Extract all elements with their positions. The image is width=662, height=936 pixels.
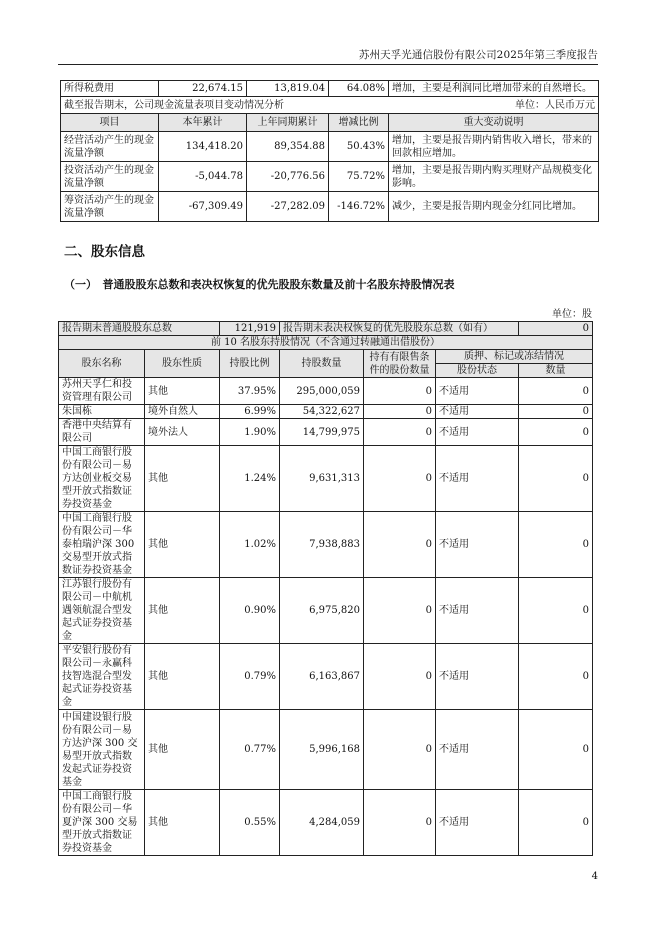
holder-name: 香港中央结算有限公司 (59, 419, 145, 446)
holder-restricted: 0 (364, 578, 436, 644)
col-header-reason: 重大变动说明 (389, 114, 599, 132)
table-row (59, 710, 593, 790)
holder-count: 0 (519, 419, 593, 446)
header-rule (58, 64, 598, 65)
row-prior: -27,282.09 (247, 192, 329, 222)
col-header-status: 股份状态 (436, 364, 519, 378)
col-header-prior: 上年同期累计 (247, 114, 329, 132)
col-header-restricted: 持有有限售条件的股份数量 (364, 350, 436, 378)
holder-count: 0 (519, 405, 593, 419)
total-value: 121,919 (220, 322, 280, 336)
holder-status: 不适用 (436, 405, 519, 419)
holder-count: 0 (519, 710, 593, 790)
holder-name: 江苏银行股份有限公司－中航机遇领航混合型发起式证券投资基金 (59, 578, 145, 644)
row-reason: 增加，主要是报告期内购买理财产品规模变化影响。 (389, 162, 599, 192)
holder-restricted: 0 (364, 378, 436, 405)
holder-name: 苏州天孚仁和投资管理有限公司 (59, 378, 145, 405)
tax-item: 所得税费用 (61, 81, 159, 97)
tax-reason: 增加，主要是利润同比增加带来的自然增长。 (389, 81, 599, 97)
holder-status: 不适用 (436, 644, 519, 710)
holder-count: 0 (519, 578, 593, 644)
holder-status: 不适用 (436, 790, 519, 856)
tax-current: 22,674.15 (159, 81, 247, 97)
holder-nature: 其他 (145, 378, 220, 405)
holder-count: 0 (519, 446, 593, 512)
holder-nature: 其他 (145, 790, 220, 856)
row-current: -67,309.49 (159, 192, 247, 222)
holder-restricted: 0 (364, 512, 436, 578)
table-row (61, 132, 599, 162)
row-reason: 减少，主要是报告期内现金分红同比增加。 (389, 192, 599, 222)
holder-nature: 境外自然人 (145, 405, 220, 419)
col-header-pledge: 质押、标记或冻结情况 (436, 350, 593, 364)
holder-qty: 295,000,059 (280, 378, 364, 405)
table-row (59, 578, 593, 644)
holder-restricted: 0 (364, 419, 436, 446)
table-row (59, 419, 593, 446)
col-header-name: 股东名称 (59, 350, 145, 378)
row-item: 筹资活动产生的现金流量净额 (61, 192, 159, 222)
holder-name: 中国建设银行股份有限公司－易方达沪深 300 交易型开放式指数发起式证券投资基金 (59, 710, 145, 790)
holder-ratio: 37.95% (220, 378, 280, 405)
holder-count: 0 (519, 512, 593, 578)
holder-restricted: 0 (364, 405, 436, 419)
holder-ratio: 6.99% (220, 405, 280, 419)
holder-count: 0 (519, 644, 593, 710)
holder-status: 不适用 (436, 378, 519, 405)
holder-qty: 7,938,883 (280, 512, 364, 578)
holder-nature: 其他 (145, 446, 220, 512)
table-row (59, 644, 593, 710)
table-row (61, 192, 599, 222)
total-label: 报告期末普通股股东总数 (59, 322, 220, 336)
holder-qty: 6,163,867 (280, 644, 364, 710)
table-row (61, 162, 599, 192)
holder-nature: 境外法人 (145, 419, 220, 446)
holder-ratio: 0.55% (220, 790, 280, 856)
section-title: 二、股东信息 (64, 244, 145, 260)
col-header-qty: 持股数量 (280, 350, 364, 378)
holder-nature: 其他 (145, 578, 220, 644)
holder-ratio: 0.79% (220, 644, 280, 710)
holder-name: 中国工商银行股份有限公司－华泰柏瑞沪深 300 交易型开放式指数证券投资基金 (59, 512, 145, 578)
table-row (59, 378, 593, 405)
top10-caption: 前 10 名股东持股情况（不含通过转融通出借股份） (59, 336, 593, 350)
col-header-count: 数量 (519, 364, 593, 378)
pref-label: 报告期末表决权恢复的优先股股东总数（如有） (280, 322, 519, 336)
table-row (59, 512, 593, 578)
holder-qty: 5,996,168 (280, 710, 364, 790)
row-change: -146.72% (329, 192, 389, 222)
cash-flow-table (60, 80, 599, 222)
holder-ratio: 0.77% (220, 710, 280, 790)
row-item: 经营活动产生的现金流量净额 (61, 132, 159, 162)
holder-ratio: 1.24% (220, 446, 280, 512)
holder-status: 不适用 (436, 446, 519, 512)
holder-restricted: 0 (364, 644, 436, 710)
cash-flow-header-row (61, 114, 599, 132)
shareholder-header-row (59, 350, 593, 364)
holder-nature: 其他 (145, 710, 220, 790)
top10-caption-row (59, 336, 593, 350)
holder-name: 平安银行股份有限公司－永赢科技智选混合型发起式证券投资基金 (59, 644, 145, 710)
row-change: 50.43% (329, 132, 389, 162)
page-number: 4 (591, 871, 598, 882)
holder-qty: 9,631,313 (280, 446, 364, 512)
cash-flow-unit: 单位：人民币万元 (515, 99, 595, 111)
holder-qty: 14,799,975 (280, 419, 364, 446)
row-current: -5,044.78 (159, 162, 247, 192)
holder-name: 中国工商银行股份有限公司－华夏沪深 300 交易型开放式指数证券投资基金 (59, 790, 145, 856)
holder-nature: 其他 (145, 644, 220, 710)
holder-ratio: 1.90% (220, 419, 280, 446)
holder-name: 中国工商银行股份有限公司－易方达创业板交易型开放式指数证券投资基金 (59, 446, 145, 512)
holder-qty: 54,322,627 (280, 405, 364, 419)
col-header-current: 本年累计 (159, 114, 247, 132)
holder-qty: 6,975,820 (280, 578, 364, 644)
shareholder-table (58, 321, 593, 856)
col-header-ratio: 持股比例 (220, 350, 280, 378)
sub-section-title: （一） 普通股股东总数和表决权恢复的优先股股东数量及前十名股东持股情况表 (64, 278, 455, 291)
holder-status: 不适用 (436, 419, 519, 446)
holder-ratio: 0.90% (220, 578, 280, 644)
tax-row (61, 81, 599, 97)
table-row (59, 790, 593, 856)
row-reason: 增加，主要是报告期内销售收入增长，带来的回款相应增加。 (389, 132, 599, 162)
holder-restricted: 0 (364, 790, 436, 856)
row-prior: -20,776.56 (247, 162, 329, 192)
row-prior: 89,354.88 (247, 132, 329, 162)
holder-nature: 其他 (145, 512, 220, 578)
col-header-nature: 股东性质 (145, 350, 220, 378)
row-current: 134,418.20 (159, 132, 247, 162)
row-change: 75.72% (329, 162, 389, 192)
tax-prior: 13,819.04 (247, 81, 329, 97)
report-header-title: 苏州天孚光通信股份有限公司2025年第三季度报告 (358, 49, 598, 61)
holder-qty: 4,284,059 (280, 790, 364, 856)
col-header-item: 项目 (61, 114, 159, 132)
shareholder-total-row (59, 322, 593, 336)
table-row (59, 446, 593, 512)
holder-status: 不适用 (436, 512, 519, 578)
row-item: 投资活动产生的现金流量净额 (61, 162, 159, 192)
table-row (59, 405, 593, 419)
col-header-change: 增减比例 (329, 114, 389, 132)
holder-name: 朱国栋 (59, 405, 145, 419)
holder-count: 0 (519, 790, 593, 856)
cash-flow-caption: 截至报告期末，公司现金流量表项目变动情况分析 (64, 99, 284, 111)
holder-status: 不适用 (436, 710, 519, 790)
holder-restricted: 0 (364, 710, 436, 790)
shareholder-unit: 单位：股 (552, 309, 592, 320)
holder-count: 0 (519, 378, 593, 405)
pref-value: 0 (519, 322, 593, 336)
holder-status: 不适用 (436, 578, 519, 644)
holder-ratio: 1.02% (220, 512, 280, 578)
tax-change: 64.08% (329, 81, 389, 97)
cash-flow-caption-row (61, 97, 599, 114)
holder-restricted: 0 (364, 446, 436, 512)
